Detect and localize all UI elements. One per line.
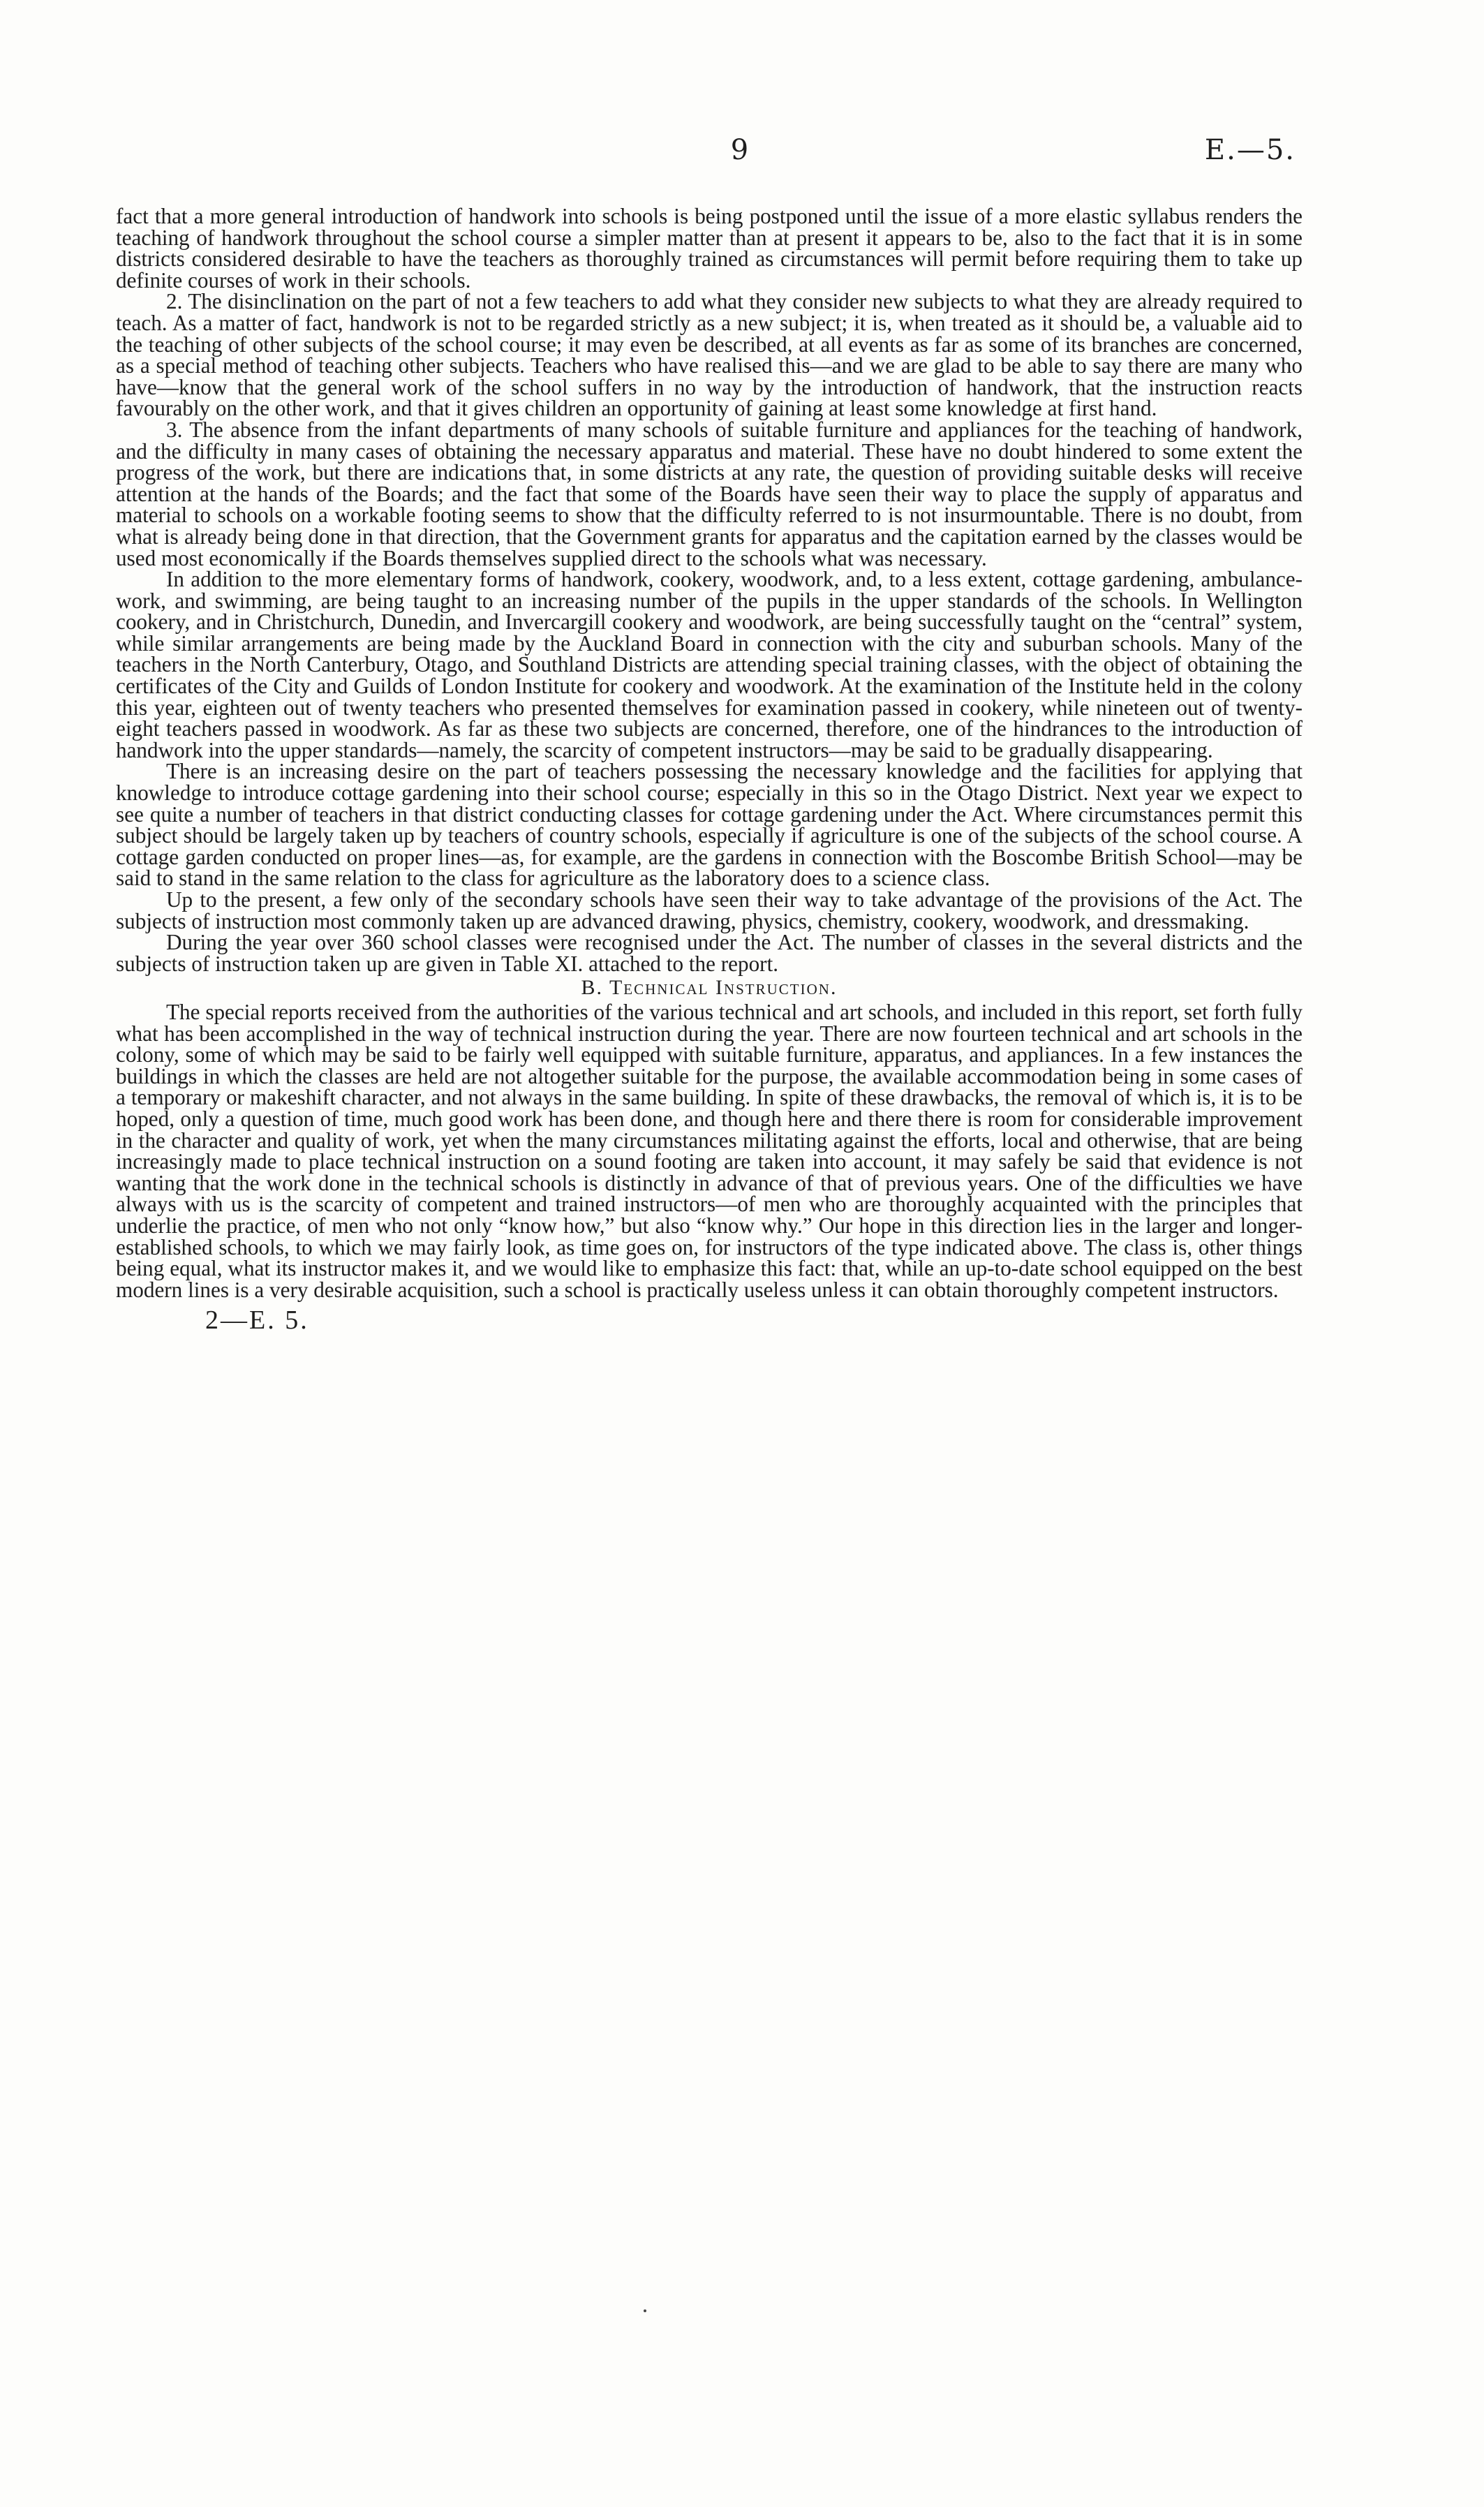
paragraph-item-3: 3. The absence from the infant departments of many schools of suitable furniture and appliances for the teaching of handwork, and the difficulty in many cases of obtaining the necessary apparatus and material. These have no doubt hindered to some extent the progress of the work, but there are indications that, in some districts at any rate, the question of providing suitable desks will receive attention at the hands of the Boards; and the fact that some of the Boards have seen their way to place the supply of apparatus and material to schools on a workable footing seems to show that the difficulty referred to is not insurmountable. There is no doubt, from what is already being done in that direction, that the Government grants for apparatus and the capitation earned by the classes would be used most economically if the Boards themselves supplied direct to the schools what was necessary. <box>116 417 1303 570</box>
paragraph-handwork-subjects: In addition to the more elementary forms of handwork, cookery, woodwork, and, to a less extent, cottage gardening, ambulance-work, and swimming, are being taught to an increasing number of the pupils in the upper standards of the schools. In Wellington cookery, and in Christchurch, Dunedin, and Invercargill cookery and woodwork, are being successfully taught on the “central” system, while similar arrangements are being made by the Auckland Board in connection with the city and suburban schools. Many of the teachers in the North Canterbury, Otago, and Southland Districts are attending special training classes, with the object of obtaining the certificates of the City and Guilds of London Institute for cookery and woodwork. At the examination of the Institute held in the colony this year, eighteen out of twenty teachers who presented themselves for examination passed in cookery, while nineteen out of twenty-eight teachers passed in woodwork. As far as these two subjects are concerned, therefore, one of the hindrances to the introduction of handwork into the upper standards—namely, the scarcity of competent instructors—may be said to be gradually disappearing. <box>116 567 1303 762</box>
section-heading: B. Technical Instruction. <box>581 976 838 1000</box>
page-number: 9 <box>730 134 750 166</box>
paragraph-secondary-schools: Up to the present, a few only of the secondary schools have seen their way to take advantage of the provisions of the Act. The subjects of instruction most commonly taken up are advanced drawing, physics, chemistry, cookery, woodwork, and dressmaking. <box>116 887 1303 933</box>
signature-mark: 2—E. 5. <box>205 1306 309 1336</box>
document-reference: E.—5. <box>1204 134 1296 166</box>
paragraph-school-classes: During the year over 360 school classes were recognised under the Act. The number of classes in the several districts and the subjects of instruction taken up are given in Table XI. attached to the report. <box>116 930 1303 976</box>
print-speck <box>644 2309 646 2312</box>
paragraph-item-2: 2. The disinclination on the part of not a few teachers to add what they consider new subjects to what they are already required to teach. As a matter of fact, handwork is not to be regarded strictly as a new subject; it is, when treated as it should be, a valuable aid to the teaching of other subjects of the school course; it may even be described, at all events as far as some of its branches are concerned, as a special method of teaching other subjects. Teachers who have realised this—and we are glad to be able to say there are many who have—know that the general work of the school suffers in no way by the introduction of handwork, that the instruction reacts favourably on the other work, and that it gives children an opportunity of gaining at least some knowledge at first hand. <box>116 289 1303 421</box>
paragraph-technical-instruction: The special reports received from the authorities of the various technical and art schools, and included in this report, set forth fully what has been accomplished in the way of technical instruction during the year. There are now fourteen technical and art schools in the colony, some of which may be said to be fairly well equipped with suitable furniture, apparatus, and appliances. In a few instances the buildings in which the classes are held are not altogether suitable for the purpose, the available accommodation being in some cases of a temporary or makeshift character, and not always in the same building. In spite of these drawbacks, the removal of which is, it is to be hoped, only a question of time, much good work has been done, and though here and there there is room for considerable improvement in the character and quality of work, yet when the many circumstances militating against the efforts, local and otherwise, that are being increasingly made to place technical instruction on a sound footing are taken into account, it may safely be said that evidence is not wanting that the work done in the technical schools is distinctly in advance of that of previous years. One of the difficulties we have always with us is the scarcity of competent and trained instructors—of men who are thoroughly acquainted with the principles that underlie the practice, of men who not only “know how,” but also “know why.” Our hope in this direction lies in the larger and longer-established schools, to which we may fairly look, as time goes on, for instructors of the type indicated above. The class is, other things being equal, what its instructor makes it, and we would like to emphasize this fact: that, while an up-to-date school equipped on the best modern lines is a very desirable acquisition, such a school is practically useless unless it can obtain thoroughly competent instructors. <box>116 999 1303 1302</box>
body-text <box>116 206 1303 1336</box>
paragraph-cottage-gardening: There is an increasing desire on the part of teachers possessing the necessary knowledge and the facilities for applying that knowledge to introduce cottage gardening into their school course; especially in this so in the Otago District. Next year we expect to see quite a number of teachers in that district conducting classes for cottage gardening under the Act. Where circumstances permit this subject should be largely taken up by teachers of country schools, especially if agriculture is one of the subjects of the school course. A cottage garden conducted on proper lines—as, for example, are the gardens in connection with the Boscombe British School—may be said to stand in the same relation to the class for agriculture as the laboratory does to a science class. <box>116 759 1303 891</box>
paragraph-continuation: fact that a more general introduction of handwork into schools is being postponed until the issue of a more elastic syllabus renders the teaching of handwork throughout the school course a simpler matter than at present it appears to be, also to the fact that it is in some districts considered desirable to have the teachers as thoroughly trained as circumstances will permit before requiring them to take up definite courses of work in their schools. <box>116 204 1303 293</box>
